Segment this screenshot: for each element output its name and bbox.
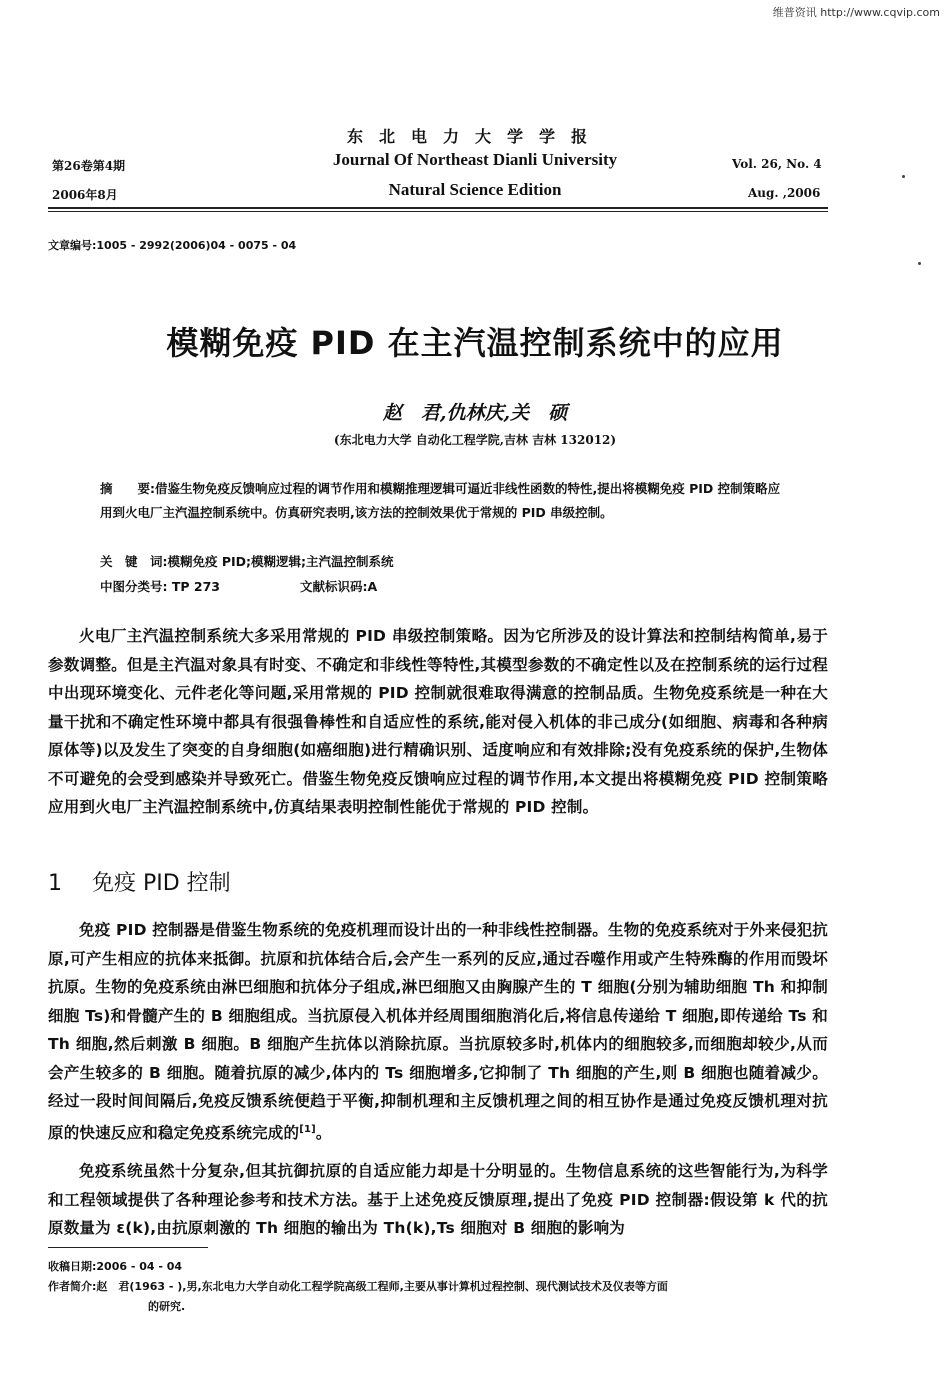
- volume-cn: 第26卷第4期: [52, 159, 126, 173]
- date-en: Aug. ,2006: [748, 186, 821, 200]
- affiliation: (东北电力大学 自动化工程学院,吉林 吉林 132012): [333, 433, 617, 447]
- footnote-received: 收稿日期:2006 - 04 - 04: [48, 1260, 183, 1273]
- authors: 赵 君,仇林庆,关 硕: [382, 402, 568, 424]
- section1-paragraph-1: [48, 916, 828, 1147]
- document-code: 文献标识码:A: [300, 579, 378, 594]
- watermark: 维普资讯 http://www.cqvip.com: [772, 6, 940, 19]
- scan-speck: [902, 175, 905, 178]
- classification: 中图分类号: TP 273: [100, 579, 220, 594]
- section1-paragraph-2: 免疫系统虽然十分复杂,但其抗御抗原的自适应能力却是十分明显的。生物信息系统的这些智能行为,为科学和工程领域提供了各种理论参考和技术方法。基于上述免疫反馈原理,提出了免疫 PID 控制器:假设第 k 代的抗原数量为 ε(k),由抗原刺激的 Th 细胞的输出为 Th(k),Ts 细胞对 B 细胞的影响为: [48, 1162, 828, 1237]
- section-number: 1: [48, 871, 62, 896]
- footnote-author-bio: 作者简介:赵 君(1963 - ),男,东北电力大学自动化工程学院高级工程师,主要从事计算机过程控制、现代测试技术及仪表等方面: [48, 1280, 668, 1293]
- abstract: 摘 要:借鉴生物免疫反馈响应过程的调节作用和模糊推理逻辑可逼近非线性函数的特性,提出将模糊免疫 PID 控制策略应用到火电厂主汽温控制系统中。仿真研究表明,该方法的控制效果优于常规的 PID 串级控制。: [100, 481, 781, 520]
- volume-en: Vol. 26, No. 4: [732, 157, 822, 171]
- journal-title-en: Journal Of Northeast Dianli University: [332, 150, 618, 169]
- footnote-author-bio-cont: 的研究.: [148, 1300, 186, 1313]
- section-heading: [48, 866, 231, 897]
- intro-paragraph: 火电厂主汽温控制系统大多采用常规的 PID 串级控制策略。因为它所涉及的设计算法和控制结构简单,易于参数调整。但是主汽温对象具有时变、不确定和非线性等特性,其模型参数的不确定性以及在控制系统的运行过程中出现环境变化、元件老化等问题,采用常规的 PID 控制就很难取得满意的控制品质。生物免疫系统是一种在大量干扰和不确定性环境中都具有很强鲁棒性和自适应性的系统,能对侵入机体的非己成分(如细胞、病毒和各种病原体等)以及发生了突变的自身细胞(如癌细胞)进行精确识别、适度响应和有效排除;没有免疫系统的保护,生物体不可避免的会受到感染并导致死亡。借鉴生物免疫反馈响应过程的调节作用,本文提出将模糊免疫 PID 控制策略应用到火电厂主汽温控制系统中,仿真结果表明控制性能优于常规的 PID 控制。: [48, 627, 828, 816]
- section-title: 免疫 PID 控制: [92, 871, 231, 896]
- header-rule-thin: [48, 211, 828, 212]
- header-rule: [48, 207, 828, 209]
- paragraph-text: 免疫 PID 控制器是借鉴生物系统的免疫机理而设计出的一种非线性控制器。生物的免疫系统对于外来侵犯抗原,可产生相应的抗体来抵御。抗原和抗体结合后,会产生一系列的反应,通过吞噬作用或产生特殊酶的作用而毁坏抗原。生物的免疫系统由淋巴细胞和抗体分子组成,淋巴细胞又由胸腺产生的 T 细胞(分别为辅助细胞 Th 和抑制细胞 Ts)和骨髓产生的 B 细胞组成。当抗原侵入机体并经周围细胞消化后,将信息传递给 T 细胞,即传递给 Ts 和 Th 细胞,然后刺激 B 细胞。B 细胞产生抗体以消除抗原。当抗原较多时,机体内的细胞较多,而细胞却较少,从而会产生较多的 B 细胞。随着抗原的减少,体内的 Ts 细胞增多,它抑制了 Th 细胞的产生,则 B 细胞也随着减少。经过一段时间间隔后,免疫反馈系统便趋于平衡,抑制机理和主反馈机理之间的相互协作是通过免疫反馈机理对抗原的快速反应和稳定免疫系统完成的: [48, 921, 828, 1142]
- date-cn: 2006年8月: [52, 188, 118, 202]
- journal-title-cn: 东北电力大学学报: [346, 127, 603, 146]
- paper-title: 模糊免疫 PID 在主汽温控制系统中的应用: [166, 324, 784, 362]
- journal-edition: Natural Science Edition: [388, 180, 562, 199]
- footnote-rule: [48, 1247, 208, 1248]
- paragraph-end: 。: [315, 1123, 332, 1142]
- keywords: 关 键 词:模糊免疫 PID;模糊逻辑;主汽温控制系统: [100, 554, 394, 569]
- scan-speck: [918, 262, 921, 265]
- citation: [1]: [299, 1123, 316, 1135]
- article-number: 文章编号:1005 - 2992(2006)04 - 0075 - 04: [48, 239, 297, 252]
